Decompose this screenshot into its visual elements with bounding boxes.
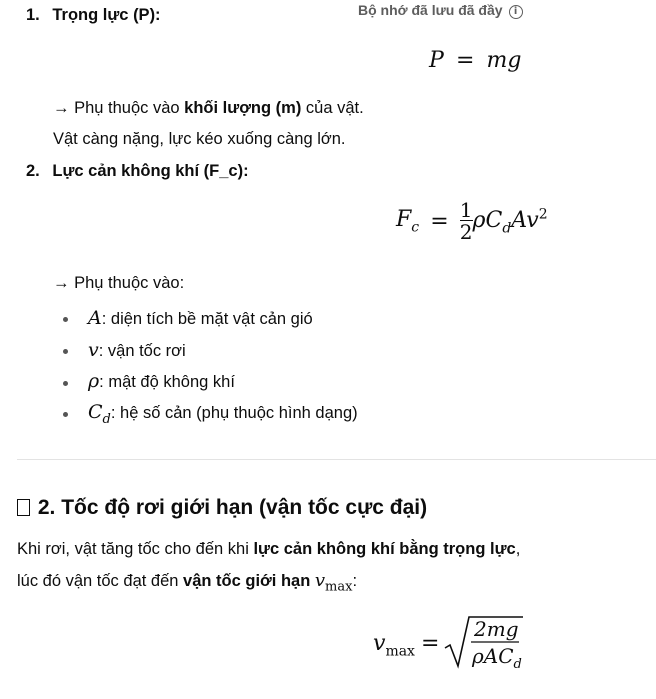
- section-2-heading: [17, 496, 427, 520]
- memory-badge-label: Bộ nhớ đã lưu đã đầy: [358, 2, 503, 18]
- terminal-velocity-paragraph-1: Khi rơi, vật tăng tốc cho đến khi lực cản không khí bằng trọng lực,: [17, 540, 521, 558]
- formula-vmax-den: ρAC$_d$: [472, 644, 522, 672]
- formula-f-fraction: $\frac{1}{2}$: [459, 198, 473, 244]
- list-item: A: diện tích bề mặt vật cản gió: [88, 307, 313, 329]
- formula-vmax-lhs: $v_{max}$: [373, 631, 415, 660]
- bullet-dot: [63, 317, 68, 322]
- list-number-2: 2.: [26, 162, 40, 180]
- list-item-2-heading: [26, 160, 249, 182]
- emoji-placeholder-icon: [17, 499, 30, 516]
- gravity-note: [53, 97, 364, 119]
- list-item: ρ: mật độ không khí: [88, 370, 235, 392]
- terminal-velocity-paragraph-2: lúc đó vận tốc đạt đến vận tốc giới hạn $v_{max}$:: [17, 570, 358, 595]
- info-icon[interactable]: i: [509, 5, 523, 19]
- memory-full-badge[interactable]: [358, 2, 523, 19]
- terminal-p1-bold: lực cản không khí bằng trọng lực: [253, 540, 516, 558]
- formula-p-rhs: mg: [486, 48, 522, 73]
- list-number-1: 1.: [26, 6, 40, 24]
- bullet-dot: [63, 412, 68, 417]
- gravity-formula: [429, 47, 521, 73]
- gravity-note-bold: khối lượng (m): [184, 99, 302, 117]
- formula-vmax-num: 2mg: [474, 617, 519, 641]
- formula-p-eq: =: [455, 48, 475, 73]
- drag-title: Lực cản không khí (F_c):: [52, 162, 249, 180]
- list-item: $C_d$: hệ số cản (phụ thuộc hình dạng): [88, 401, 358, 427]
- bullet-dot: [63, 381, 68, 386]
- section-divider: [17, 459, 656, 460]
- gravity-title: Trọng lực (P):: [52, 6, 161, 24]
- gravity-note-suffix: của vật.: [301, 99, 364, 117]
- formula-p-lhs: P: [429, 48, 444, 73]
- formula-f-eq: =: [430, 209, 449, 234]
- list-item-1-heading: [26, 4, 161, 26]
- formula-f-rhs: $\rho C_dAv^2$: [472, 206, 548, 237]
- formula-f-lhs: $F_c$: [396, 207, 420, 236]
- terminal-p2-bold: vận tốc giới hạn: [183, 572, 311, 590]
- list-item: v: vận tốc rơi: [88, 339, 186, 361]
- drag-depends: → Phụ thuộc vào:: [53, 274, 185, 292]
- bullet-dot: [63, 349, 68, 354]
- section-2-title: 2. Tốc độ rơi giới hạn (vận tốc cực đại): [37, 496, 428, 519]
- gravity-note-2: Vật càng nặng, lực kéo xuống càng lớn.: [53, 130, 346, 148]
- gravity-note-prefix: → Phụ thuộc vào: [53, 99, 185, 117]
- drag-formula: [396, 200, 548, 243]
- vmax-inline: $v_{max}$: [314, 570, 353, 595]
- formula-vmax-eq: =: [421, 631, 440, 656]
